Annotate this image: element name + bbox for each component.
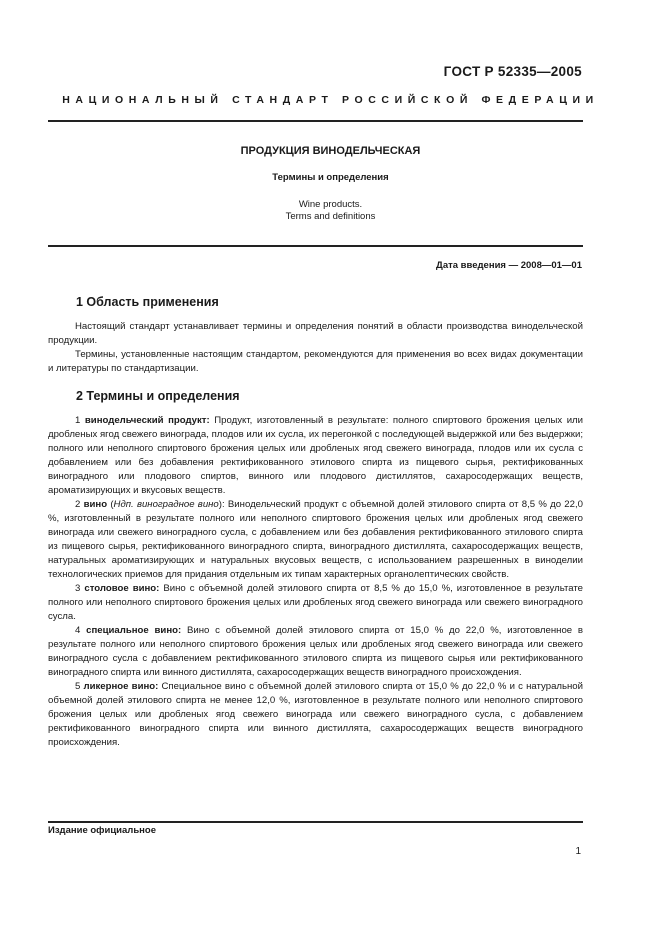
term-number: 1 xyxy=(75,415,81,426)
official-edition-label: Издание официальное xyxy=(48,825,156,836)
terms-list xyxy=(48,414,583,750)
term-definition: : Винодельческий продукт с объемной долей этилового спирта от 8,5 % до 22,0 %, изготовленный в результате полного или неполного спиртового брожения целых или дробленых ягод свежего винограда или свежего виноградного сусла, с добавлением или без добавления ректификованного этилового спирта из пищевого сырья, ректификованного виноградного спирта, виноградного дистиллята, сахаросодержащих веществ, натуральных ароматизирующих и натуральных вкусовых веществ, с использованием разрешенных в виноделии технологических приемов для придания отдельным их типам характерных органолептических свойств. xyxy=(48,499,583,580)
section-2-heading: 2 Термины и определения xyxy=(76,389,240,403)
term-name: ликерное вино: xyxy=(83,681,159,692)
document-title: ПРОДУКЦИЯ ВИНОДЕЛЬЧЕСКАЯ xyxy=(240,145,421,157)
term-number: 4 xyxy=(75,625,81,636)
national-standard-banner: НАЦИОНАЛЬНЫЙ СТАНДАРТ РОССИЙСКОЙ ФЕДЕРАЦИИ xyxy=(62,94,599,106)
term-number: 5 xyxy=(75,681,81,692)
english-title xyxy=(0,199,661,223)
term-definition: Специальное вино с объемной долей этилового спирта от 15,0 % до 22,0 % и с натуральной объемной долей этилового спирта не менее 12,0 %, изготовленное в результате полного или неполного спиртового брожения целых или дробленых ягод свежего винограда или свежего виноградного сусла, с добавлением ректификованного виноградного спирта или винного дистиллята, сахаросодержащих веществ виноградного происхождения. xyxy=(48,681,583,748)
top-rule xyxy=(48,120,583,122)
document-subtitle: Термины и определения xyxy=(272,172,389,183)
page-number: 1 xyxy=(575,846,581,857)
introduction-date: Дата введения — 2008—01—01 xyxy=(436,260,582,271)
term-deprecated-note: Ндп. виноградное вино xyxy=(113,499,219,510)
term-name: специальное вино: xyxy=(86,625,182,636)
english-title-line2: Terms and definitions xyxy=(285,211,376,222)
section-1-paragraph: Термины, установленные настоящим стандартом, рекомендуются для применения во всех видах документации и литературы по стандартизации. xyxy=(48,349,583,374)
term-entry xyxy=(48,624,583,680)
term-name: столовое вино: xyxy=(84,583,160,594)
term-name: винодельческий продукт: xyxy=(84,415,210,426)
term-entry xyxy=(48,582,583,624)
term-name: вино xyxy=(83,499,108,510)
term-number: 3 xyxy=(75,583,81,594)
term-entry: 2 вино (Ндп. виноградное вино): Винодельческий продукт с объемной долей этилового спирта от 8,5 % до 22,0 %, изготовленный в результате полного или неполного спиртового брожения целых или дробленых ягод свежего винограда или свежего виноградного сусла, с добавлением или без добавления ректификованного этилового спирта из пищевого сырья, ректификованного виноградного спирта, виноградного дистиллята, сахаросодержащих веществ, натуральных ароматизирующих и натуральных вкусовых веществ, с использованием разрешенных в виноделии технологических приемов для придания отдельным их типам характерных органолептических свойств. xyxy=(48,499,583,580)
section-1-paragraph: Настоящий стандарт устанавливает термины и определения понятий в области производства винодельческой продукции. xyxy=(48,321,583,346)
gost-code: ГОСТ Р 52335—2005 xyxy=(443,64,582,79)
term-definition: Вино с объемной долей этилового спирта от 8,5 % до 15,0 %, изготовленное в результате полного или неполного спиртового брожения целых или дробленых ягод свежего винограда или свежего виноградного сусла. xyxy=(48,583,583,622)
english-title-line1: Wine products. xyxy=(298,199,363,210)
section-1-heading: 1 Область применения xyxy=(76,295,219,309)
term-definition: Продукт, изготовленный в результате: полного спиртового брожения целых или дробленых ягод свежего винограда, плодов или их сусла, их перегонкой с последующей выдержкой или без выдержки; полного или неполного спиртового брожения целых или дробленых ягод свежего винограда, плодов или их сусла с добавлением или без добавления ректификованного этилового спирта из пищевого сырья, ректификованных виноградного или плодового спиртов, винного или плодового дистиллятов, сахаросодержащих веществ, ароматизирующих и вкусовых веществ. xyxy=(48,415,584,496)
term-entry xyxy=(48,414,583,498)
term-definition: Вино с объемной долей этилового спирта от 15,0 % до 22,0 %, изготовленное в результате полного или неполного спиртового брожения целых или дробленых ягод свежего винограда или свежего виноградного сусла с добавлением ректификованного этилового спирта из пищевого сырья или ректификованного виноградного спирта или винного дистиллята, сахаросодержащих веществ виноградного происхождения. xyxy=(48,625,584,678)
term-number: 2 xyxy=(75,499,81,510)
title-rule xyxy=(48,245,583,247)
term-entry xyxy=(48,680,583,750)
footer-rule xyxy=(48,821,583,823)
